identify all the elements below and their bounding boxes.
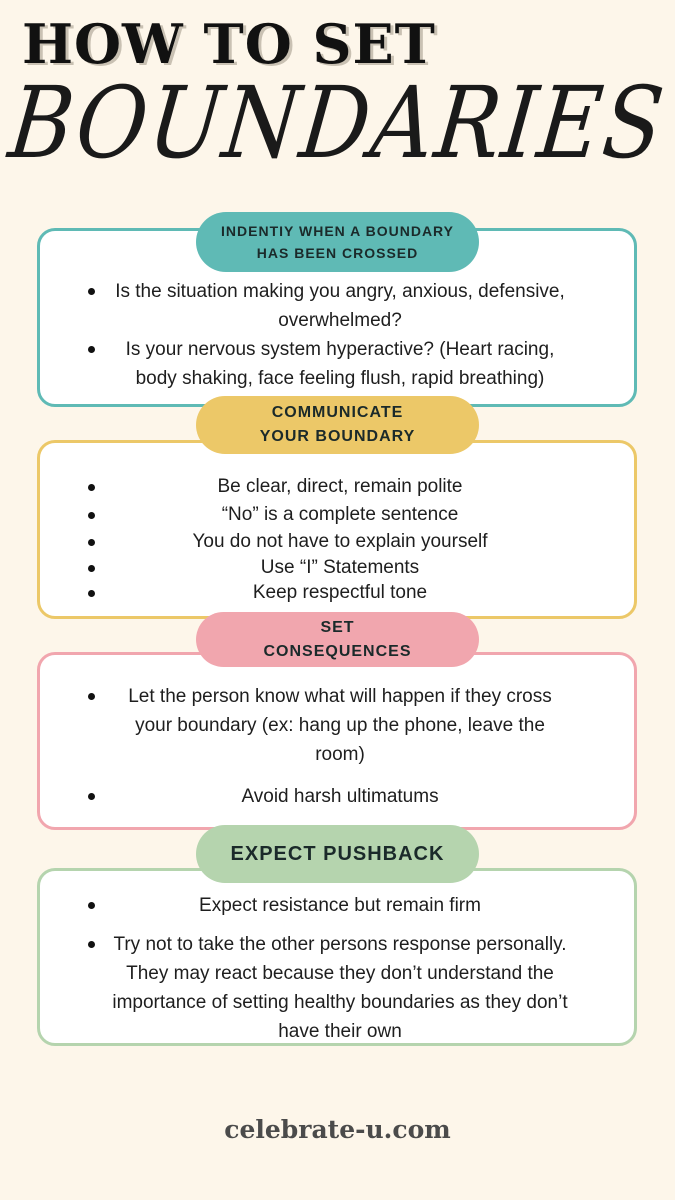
- bullet-icon: [88, 590, 95, 597]
- list-item: Let the person know what will happen if they cross your boundary (ex: hang up the phone, leave the room): [40, 682, 640, 769]
- footer-website: celebrate-u.com: [224, 1115, 451, 1144]
- bullet-icon: [88, 565, 95, 572]
- list-item: Is the situation making you angry, anxious, defensive, overwhelmed?: [40, 277, 640, 335]
- bullet-icon: [88, 693, 95, 700]
- bullet-icon: [88, 512, 95, 519]
- section-pushback-card: [37, 868, 637, 1046]
- list-item: Try not to take the other persons response personally. They may react because they don’t understand the importance of setting healthy boundaries as they don’t have their own: [40, 930, 640, 1046]
- list-item: Avoid harsh ultimatums: [40, 782, 640, 811]
- section-consequences-heading: SET CONSEQUENCES: [196, 612, 479, 667]
- bullet-icon: [88, 941, 95, 948]
- section-communicate-card: [37, 440, 637, 619]
- title-line-2: BOUNDARIES: [3, 66, 671, 181]
- bullet-icon: [88, 539, 95, 546]
- section-consequences-card: [37, 652, 637, 830]
- list-item: Keep respectful tone: [40, 580, 640, 606]
- bullet-icon: [88, 793, 95, 800]
- bullet-icon: [88, 288, 95, 295]
- section-identify-heading: INDENTIY WHEN A BOUNDARY HAS BEEN CROSSED: [196, 212, 479, 272]
- list-item: Be clear, direct, remain polite: [40, 474, 640, 500]
- list-item: You do not have to explain yourself: [40, 529, 640, 555]
- list-item: Use “I” Statements: [40, 555, 640, 581]
- title-line-1: HOW TO SET: [22, 12, 436, 76]
- bullet-icon: [88, 902, 95, 909]
- list-item: Is your nervous system hyperactive? (Heart racing, body shaking, face feeling flush, rapid breathing): [40, 335, 640, 393]
- list-item: Expect resistance but remain firm: [40, 891, 640, 920]
- section-communicate-heading: COMMUNICATE YOUR BOUNDARY: [196, 396, 479, 454]
- list-item: “No” is a complete sentence: [40, 502, 640, 528]
- section-pushback-heading: EXPECT PUSHBACK: [196, 825, 479, 883]
- bullet-icon: [88, 484, 95, 491]
- bullet-icon: [88, 346, 95, 353]
